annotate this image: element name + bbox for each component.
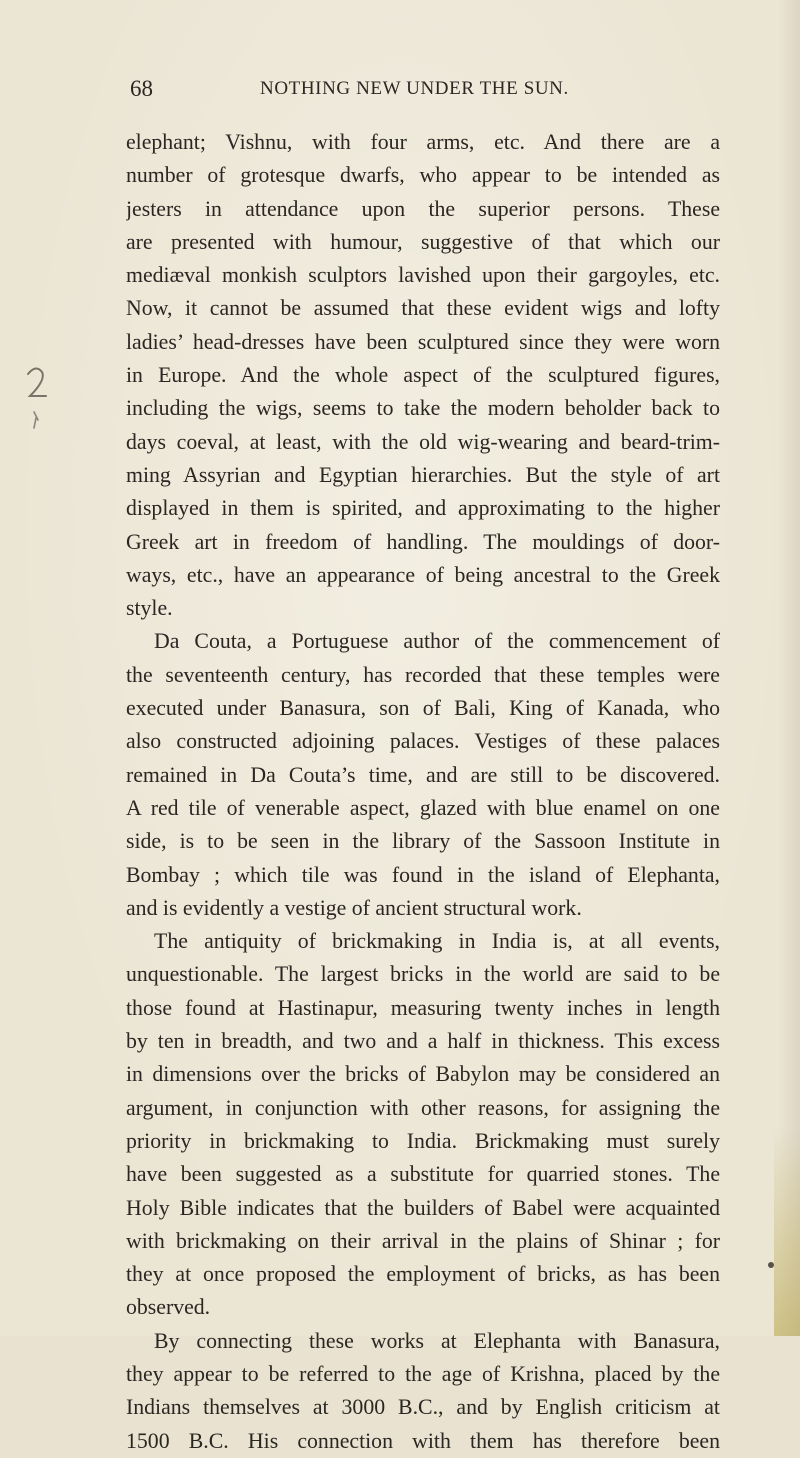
text-line: mediæval monkish sculptors lavished upon their gargoyles, etc. (126, 263, 720, 288)
text-line: executed under Banasura, son of Bali, King of Kanada, who (126, 696, 720, 721)
text-line: ming Assyrian and Egyptian hierarchies. But the style of art (126, 462, 720, 487)
text-line: ways, etc., have an appearance of being ancestral to the Greek (126, 562, 720, 587)
text-line: remained in Da Couta’s time, and are still to be discovered. (126, 762, 720, 787)
margin-pencil-mark-drawing (20, 360, 60, 440)
text-line: including the wigs, seems to take the modern beholder back to (126, 396, 720, 421)
body-text (126, 126, 720, 1458)
text-line: are presented with humour, suggestive of that which our (126, 229, 720, 254)
text-line: Holy Bible indicates that the builders of Babel were acquainted (126, 1195, 720, 1220)
text-line: also constructed adjoining palaces. Vestiges of these palaces (126, 729, 720, 754)
text-line: and is evidently a vestige of ancient structural work. (126, 895, 582, 920)
corner-stain (774, 1126, 800, 1336)
text-line: observed. (126, 1295, 211, 1320)
text-line: number of grotesque dwarfs, who appear to be intended as (126, 163, 720, 188)
text-line: side, is to be seen in the library of the Sassoon Institute in (126, 829, 720, 854)
text-line: By connecting these works at Elephanta with Banasura, (154, 1328, 720, 1353)
text-line: A red tile of venerable aspect, glazed with blue enamel on one (126, 795, 720, 820)
text-line: days coeval, at least, with the old wig-wearing and beard-trim- (126, 429, 720, 454)
text-line: argument, in conjunction with other reasons, for assigning the (126, 1095, 720, 1120)
text-line: by ten in breadth, and two and a half in thickness. This excess (126, 1029, 720, 1054)
text-line: the seventeenth century, has recorded that these temples were (126, 662, 720, 687)
running-head: NOTHING NEW UNDER THE SUN. (260, 78, 569, 99)
text-line: 1500 B.C. His connection with them has therefore been (126, 1428, 720, 1453)
text-line: elephant; Vishnu, with four arms, etc. And there are a (126, 130, 720, 154)
text-line: Bombay ; which tile was found in the island of Elephanta, (126, 862, 720, 887)
text-line: priority in brickmaking to India. Brickmaking must surely (126, 1128, 720, 1153)
text-line: unquestionable. The largest bricks in the world are said to be (126, 962, 720, 987)
text-line: Greek art in freedom of handling. The mouldings of door- (126, 529, 720, 554)
page-header (130, 76, 720, 106)
page-number: 68 (130, 76, 153, 101)
text-line: Indians themselves at 3000 B.C., and by English criticism at (126, 1395, 720, 1420)
text-line: style. (126, 596, 173, 621)
text-line: in dimensions over the bricks of Babylon may be considered an (126, 1062, 720, 1087)
text-line: those found at Hastinapur, measuring twenty inches in length (126, 995, 720, 1020)
text-line: in Europe. And the whole aspect of the sculptured figures, (126, 363, 720, 388)
text-line: ladies’ head-dresses have been sculptured since they were worn (126, 329, 720, 354)
text-line: displayed in them is spirited, and approximating to the higher (126, 496, 720, 521)
text-line: with brickmaking on their arrival in the plains of Shinar ; for (126, 1228, 720, 1253)
text-line: Da Couta, a Portuguese author of the commencement of (154, 629, 720, 654)
margin-pencil-mark (20, 360, 60, 440)
text-line: they at once proposed the employment of bricks, as has been (126, 1262, 720, 1287)
text-line: The antiquity of brickmaking in India is, at all events, (154, 929, 720, 954)
text-line: have been suggested as a substitute for quarried stones. The (126, 1162, 720, 1187)
text-line: they appear to be referred to the age of Krishna, placed by the (126, 1361, 720, 1386)
text-line: jesters in attendance upon the superior persons. These (126, 196, 720, 221)
text-line: Now, it cannot be assumed that these evident wigs and lofty (126, 296, 720, 321)
